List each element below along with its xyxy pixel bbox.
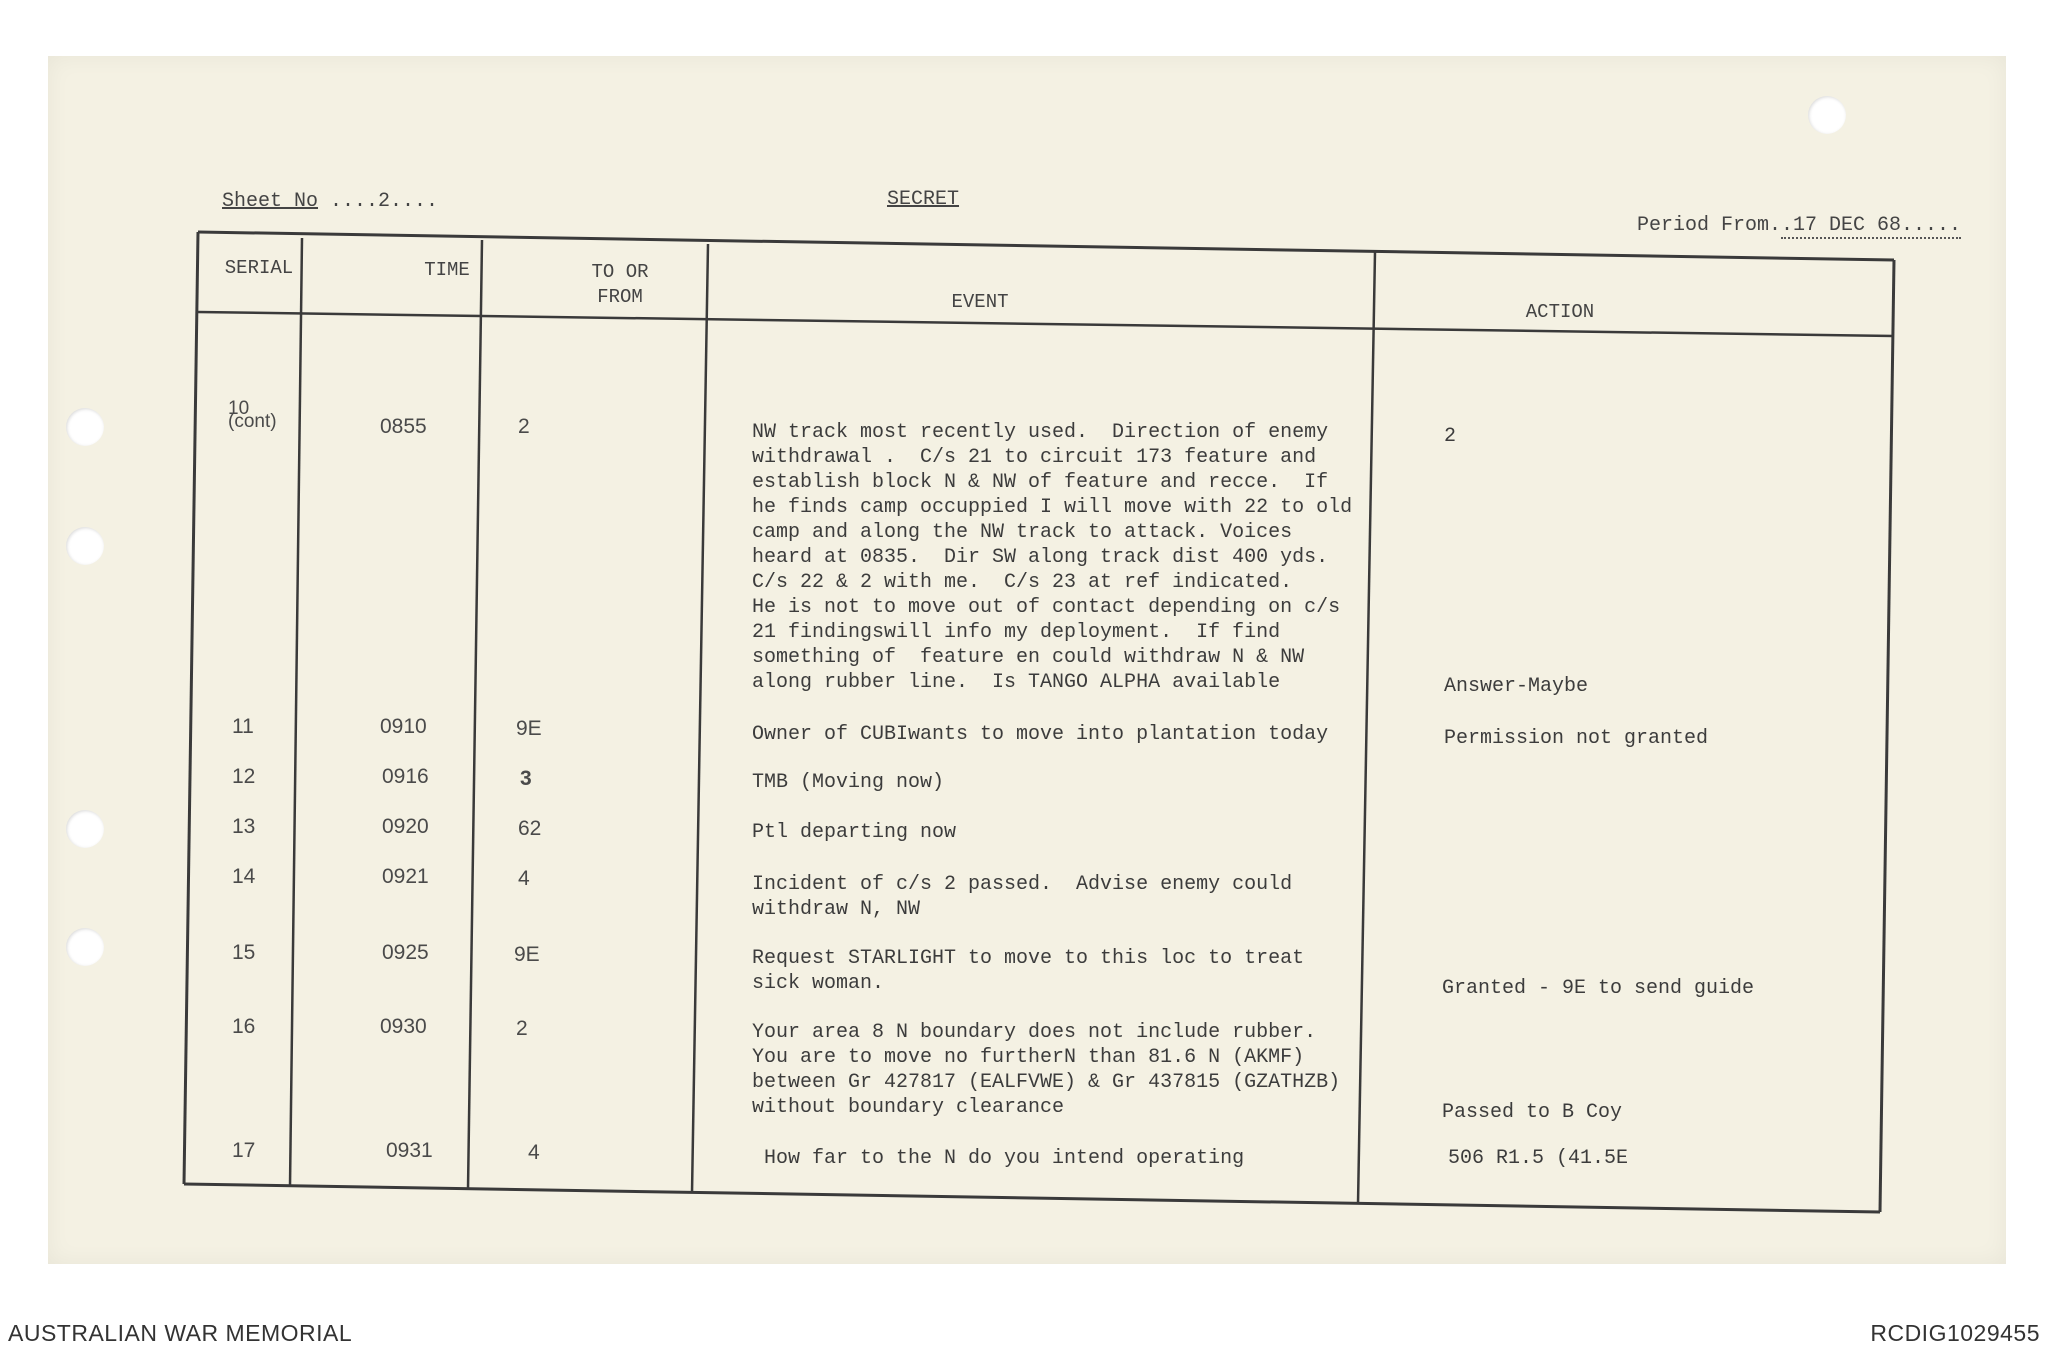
row-serial: 10 (cont) <box>228 398 277 432</box>
row-event: Your area 8 N boundary does not include rubber. You are to move no furtherN than 81.6 N (AKMF) between Gr 427817 (EALFVWE) & Gr 437815 (GZATHZB) without boundary clearance <box>752 1021 1341 1119</box>
sheet-number-value: ....2.... <box>330 190 439 213</box>
row-to-from: 9E <box>514 943 540 966</box>
row-serial: 16 <box>232 1015 256 1038</box>
row-event: Incident of c/s 2 passed. Advise enemy could withdraw N, NW <box>752 873 1293 921</box>
col-divider-serial <box>290 238 302 1186</box>
row-serial: 17 <box>232 1139 256 1162</box>
row-action: 506 R1.5 (41.5E <box>1448 1147 1629 1170</box>
row-to-from: 9E <box>516 717 542 740</box>
table-left-border <box>184 232 198 1184</box>
row-time: 0921 <box>382 865 429 888</box>
row-action: Answer-Maybe <box>1444 675 1589 698</box>
row-to-from: 62 <box>518 817 542 840</box>
row-serial: 11 <box>232 715 254 738</box>
col-header-time: TIME <box>424 259 470 281</box>
row-time: 0916 <box>382 765 429 788</box>
col-divider-tofrom <box>692 244 708 1193</box>
row-time: 0855 <box>380 415 427 438</box>
table-bottom-border <box>184 1184 1880 1212</box>
row-time: 0930 <box>380 1015 427 1038</box>
row-to-from: 2 <box>516 1017 528 1040</box>
row-to-from: 3 <box>520 767 532 790</box>
row-event: TMB (Moving now) <box>752 771 945 794</box>
row-action: Permission not granted <box>1444 727 1709 750</box>
row-time: 0920 <box>382 815 429 838</box>
row-event: Request STARLIGHT to move to this loc to treat sick woman. <box>752 947 1305 995</box>
archive-credit: AUSTRALIAN WAR MEMORIAL <box>8 1320 353 1346</box>
row-serial: 13 <box>232 815 256 838</box>
row-serial: 14 <box>232 865 256 888</box>
period-from-label: Period From. <box>1637 214 1782 237</box>
col-header-to-or-from: TO OR FROM <box>591 261 649 308</box>
row-event: How far to the N do you intend operating <box>752 1147 1245 1170</box>
row-event: Owner of CUBIwants to move into plantation today <box>752 723 1329 746</box>
row-event: Ptl departing now <box>752 821 957 844</box>
archive-id: RCDIG1029455 <box>1870 1320 2040 1346</box>
sheet-number-label: Sheet No <box>222 190 319 213</box>
row-serial: 12 <box>232 765 256 788</box>
row-action-mark: 2 <box>1444 425 1457 448</box>
row-to-from: 2 <box>518 415 530 438</box>
table-top-border <box>198 232 1894 260</box>
col-divider-event <box>1358 252 1375 1204</box>
period-from-value: .17 DEC 68..... <box>1781 214 1962 237</box>
header-divider <box>198 312 1894 336</box>
classification-label: SECRET <box>887 188 960 211</box>
col-header-serial: SERIAL <box>224 257 294 279</box>
col-header-action: ACTION <box>1525 301 1595 323</box>
row-action: Passed to B Coy <box>1442 1101 1623 1124</box>
row-to-from: 4 <box>528 1141 540 1164</box>
row-action: Granted - 9E to send guide <box>1442 977 1755 1000</box>
row-time: 0931 <box>386 1139 433 1162</box>
row-to-from: 4 <box>518 867 530 890</box>
row-time: 0910 <box>380 715 427 738</box>
row-event: NW track most recently used. Direction of enemy withdrawal . C/s 21 to circuit 173 feature and establish block N & NW of feature and recce. If he finds camp occuppied I will move with 22 to old camp and along the NW track to attack. Voices heard at 0835. Dir SW along track dist 400 yds. C/s 22 & 2 with me. C/s 23 at ref indicated. He is not to move out of contact depending on c/s 21 findingswill info my deployment. If find something of feature en could withdraw N & NW along rubber line. Is TANGO ALPHA available <box>752 421 1353 694</box>
row-serial: 15 <box>232 941 256 964</box>
col-divider-time <box>468 240 482 1189</box>
col-header-event: EVENT <box>951 291 1009 313</box>
table-right-border <box>1880 260 1894 1212</box>
row-time: 0925 <box>382 941 429 964</box>
